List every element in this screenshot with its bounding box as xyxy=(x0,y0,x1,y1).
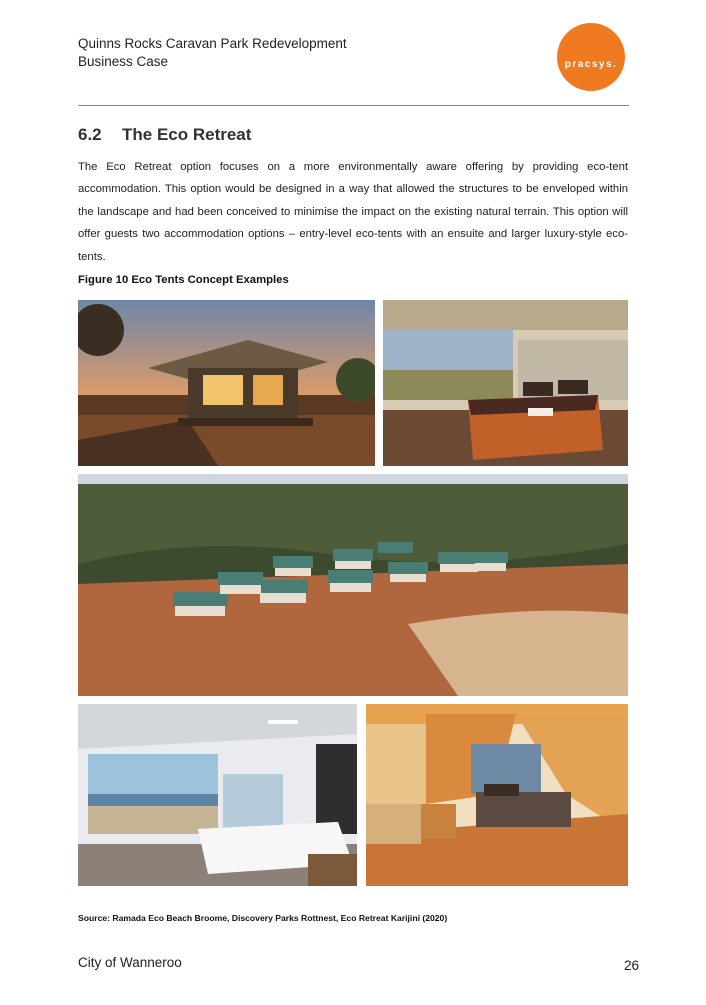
figure-caption: Figure 10 Eco Tents Concept Examples xyxy=(78,274,289,286)
document-header xyxy=(78,35,347,71)
section-heading xyxy=(78,125,251,145)
page-number: 26 xyxy=(624,958,640,973)
section-paragraph: The Eco Retreat option focuses on a more environmentally aware offering by providing eco-tent accommodation. This option would be designed in a way that allowed the structures to be enveloped within the landscape and had been conceived to minimise the impact on the existing natural terrain. This option will offer guests two accommodation options – entry-level eco-tents with an ensuite and larger luxury-style eco-tents. xyxy=(78,161,628,263)
photo-tent-interior xyxy=(383,300,628,466)
section-number: 6.2 xyxy=(78,125,102,144)
pracsys-logo xyxy=(557,23,625,91)
figure-source: Source: Ramada Eco Beach Broome, Discovery Parks Rottnest, Eco Retreat Karijini (2020) xyxy=(78,913,448,923)
photo-ocean-view-bedroom xyxy=(78,704,357,886)
photo-aerial-eco-tents xyxy=(78,474,628,696)
logo-text: pracsys. xyxy=(564,58,618,70)
section-title: The Eco Retreat xyxy=(122,125,252,144)
header-divider xyxy=(78,105,629,106)
photo-eco-tent-sunset xyxy=(78,300,375,466)
footer-organisation: City of Wanneroo xyxy=(78,955,182,970)
header-title: Quinns Rocks Caravan Park Redevelopment xyxy=(78,36,347,51)
photo-safari-tent-interior xyxy=(366,704,628,886)
header-subtitle: Business Case xyxy=(78,54,169,69)
